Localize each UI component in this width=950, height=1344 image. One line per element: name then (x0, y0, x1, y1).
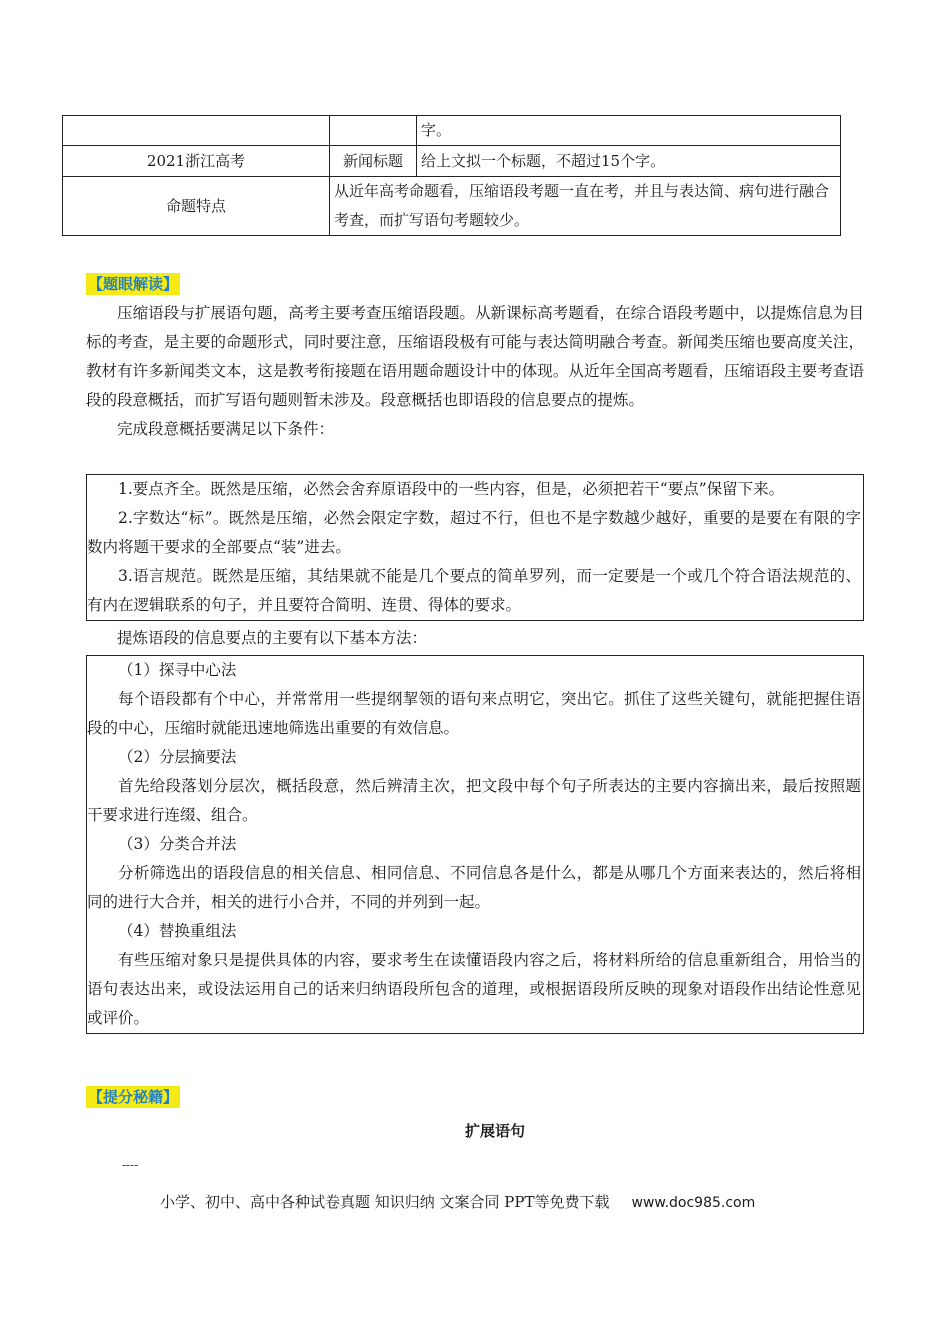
table-cell: 字。 (417, 116, 841, 146)
section-tag-interpretation: 【题眼解读】 (88, 275, 179, 293)
section-title: 扩展语句 (464, 1122, 525, 1140)
method-text: 有些压缩对象只是提供具体的内容，要求考生在读懂语段内容之后，将材料所给的信息重新组合，用恰当的语句表达出来，或设法运用自己的话来归纳语段所包含的道理，或根据语段所反映的现象对语段作出结论性意见或评价。 (87, 951, 861, 1027)
methods-lead: 提炼语段的信息要点的主要有以下基本方法： (117, 629, 428, 647)
method-title: （3）分类合并法 (118, 835, 237, 853)
table-cell (330, 116, 417, 146)
condition-item: 1.要点齐全。既然是压缩，必然会舍弃原语段中的一些内容，但是，必须把若干“要点”保留下来。 (118, 480, 785, 498)
table-cell-question: 给上文拟一个标题，不超过15个字。 (417, 146, 841, 177)
intro-paragraph: 压缩语段与扩展语句题，高考主要考查压缩语段题。从新课标高考题看，在综合语段考题中，以提炼信息为目标的考查，是主要的命题形式，同时要注意，压缩语段极有可能与表达简明融合考查。新闻类压缩也要高度关注，教材有许多新闻类文本，这是教考衔接题在语用题命题设计中的体现。从近年全国高考题看，压缩语段主要考查语段的段意概括，而扩写语句题则暂未涉及。段意概括也即语段的信息要点的提炼。 (86, 304, 864, 409)
method-title: （4）替换重组法 (118, 922, 237, 940)
method-text: 首先给段落划分层次，概括段意，然后辨清主次，把文段中每个句子所表达的主要内容摘出来，最后按照题干要求进行连缀、组合。 (87, 777, 861, 824)
method-title: （2）分层摘要法 (118, 748, 237, 766)
table-cell-exam: 2021浙江高考 (63, 146, 330, 177)
methods-lead-block (86, 624, 864, 653)
table-cell-type: 新闻标题 (330, 146, 417, 177)
feature-label: 命题特点 (63, 177, 330, 236)
exam-table (62, 115, 841, 236)
table-cell (63, 116, 330, 146)
footer-text: 小学、初中、高中各种试卷真题 知识归纳 文案合同 PPT等免费下载 (160, 1193, 610, 1211)
separator-dashes: ---- (122, 1158, 139, 1172)
method-text: 每个语段都有个中心，并常常用一些提纲挈领的语句来点明它，突出它。抓住了这些关键句，就能把握住语段的中心，压缩时就能迅速地筛选出重要的有效信息。 (87, 690, 861, 737)
method-title: （1）探寻中心法 (118, 661, 237, 679)
conditions-box (86, 474, 864, 621)
footer (160, 1191, 755, 1212)
condition-item: 2.字数达“标”。既然是压缩，必然会限定字数，超过不行，但也不是字数越少越好，重要的是要在有限的字数内将题干要求的全部要点“装”进去。 (87, 509, 861, 556)
feature-text: 从近年高考命题看，压缩语段考题一直在考，并且与表达简、病句进行融合考查，而扩写语句考题较少。 (330, 177, 841, 236)
method-text: 分析筛选出的语段信息的相关信息、相同信息、不同信息各是什么，都是从哪几个方面来表达的，然后将相同的进行大合并，相关的进行小合并，不同的并列到一起。 (87, 864, 861, 911)
footer-url[interactable]: www.doc985.com (631, 1195, 756, 1211)
section-tag-tips: 【提分秘籍】 (88, 1088, 179, 1106)
conditions-lead: 完成段意概括要满足以下条件： (117, 420, 335, 438)
methods-box (86, 655, 864, 1034)
condition-item: 3.语言规范。既然是压缩，其结果就不能是几个要点的简单罗列，而一定要是一个或几个符合语法规范的、有内在逻辑联系的句子，并且要符合简明、连贯、得体的要求。 (87, 567, 861, 614)
intro-block (86, 299, 864, 444)
